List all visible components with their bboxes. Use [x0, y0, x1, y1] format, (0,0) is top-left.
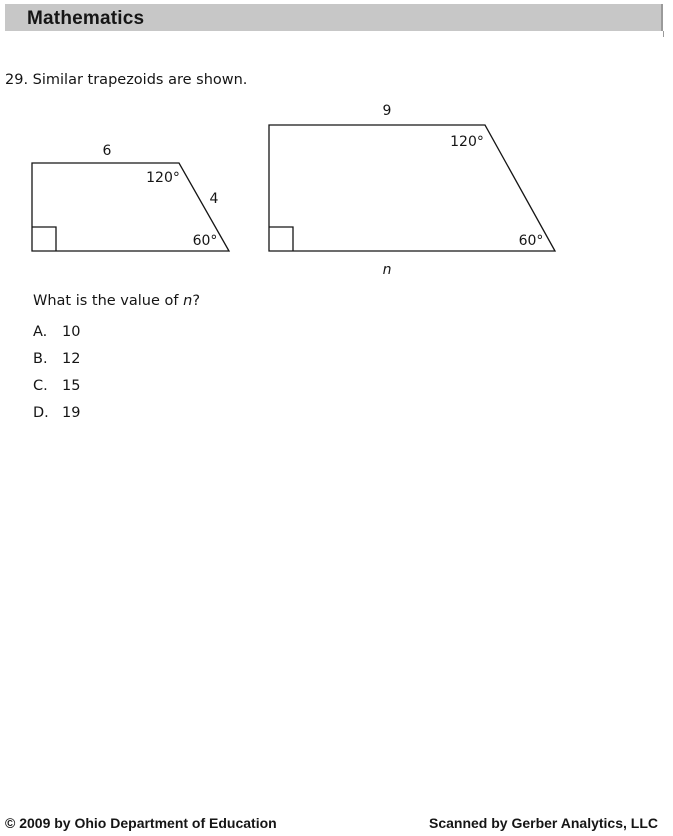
copyright-footer: © 2009 by Ohio Department of Education: [5, 815, 277, 831]
choice-c[interactable]: [33, 378, 80, 394]
question-text: 29. Similar trapezoids are shown.: [5, 72, 248, 88]
choice-value: 12: [62, 351, 81, 367]
large-trapezoid: [269, 103, 555, 278]
choice-letter: C.: [33, 378, 48, 394]
choice-letter: B.: [33, 351, 48, 367]
small-top-label: 6: [102, 143, 112, 159]
choice-value: 19: [62, 405, 81, 421]
small-trapezoid: [32, 143, 229, 251]
small-angle-bottom-label: 60°: [192, 233, 218, 249]
right-angle-marker: [269, 227, 293, 251]
large-angle-top-label: 120°: [450, 134, 484, 150]
large-bottom-label: n: [382, 262, 392, 278]
prompt-end: ?: [192, 293, 201, 309]
choice-value: 10: [62, 324, 81, 340]
choice-letter: D.: [33, 405, 49, 421]
choice-a[interactable]: [33, 324, 80, 340]
choice-b[interactable]: [33, 351, 80, 367]
prompt-variable: n: [183, 293, 193, 309]
choice-value: 15: [62, 378, 81, 394]
prompt: [33, 293, 200, 309]
choice-d[interactable]: [33, 405, 80, 421]
large-angle-bottom-label: 60°: [518, 233, 544, 249]
page-title: Mathematics: [27, 8, 145, 29]
choice-letter: A.: [33, 324, 48, 340]
prompt-text: What is the value of: [33, 293, 184, 309]
scanner-credit-footer: Scanned by Gerber Analytics, LLC: [429, 815, 658, 831]
small-angle-top-label: 120°: [146, 170, 180, 186]
right-angle-marker: [32, 227, 56, 251]
similar-trapezoids-figure: [0, 0, 673, 300]
large-top-label: 9: [382, 103, 392, 119]
small-side-label: 4: [209, 191, 219, 207]
